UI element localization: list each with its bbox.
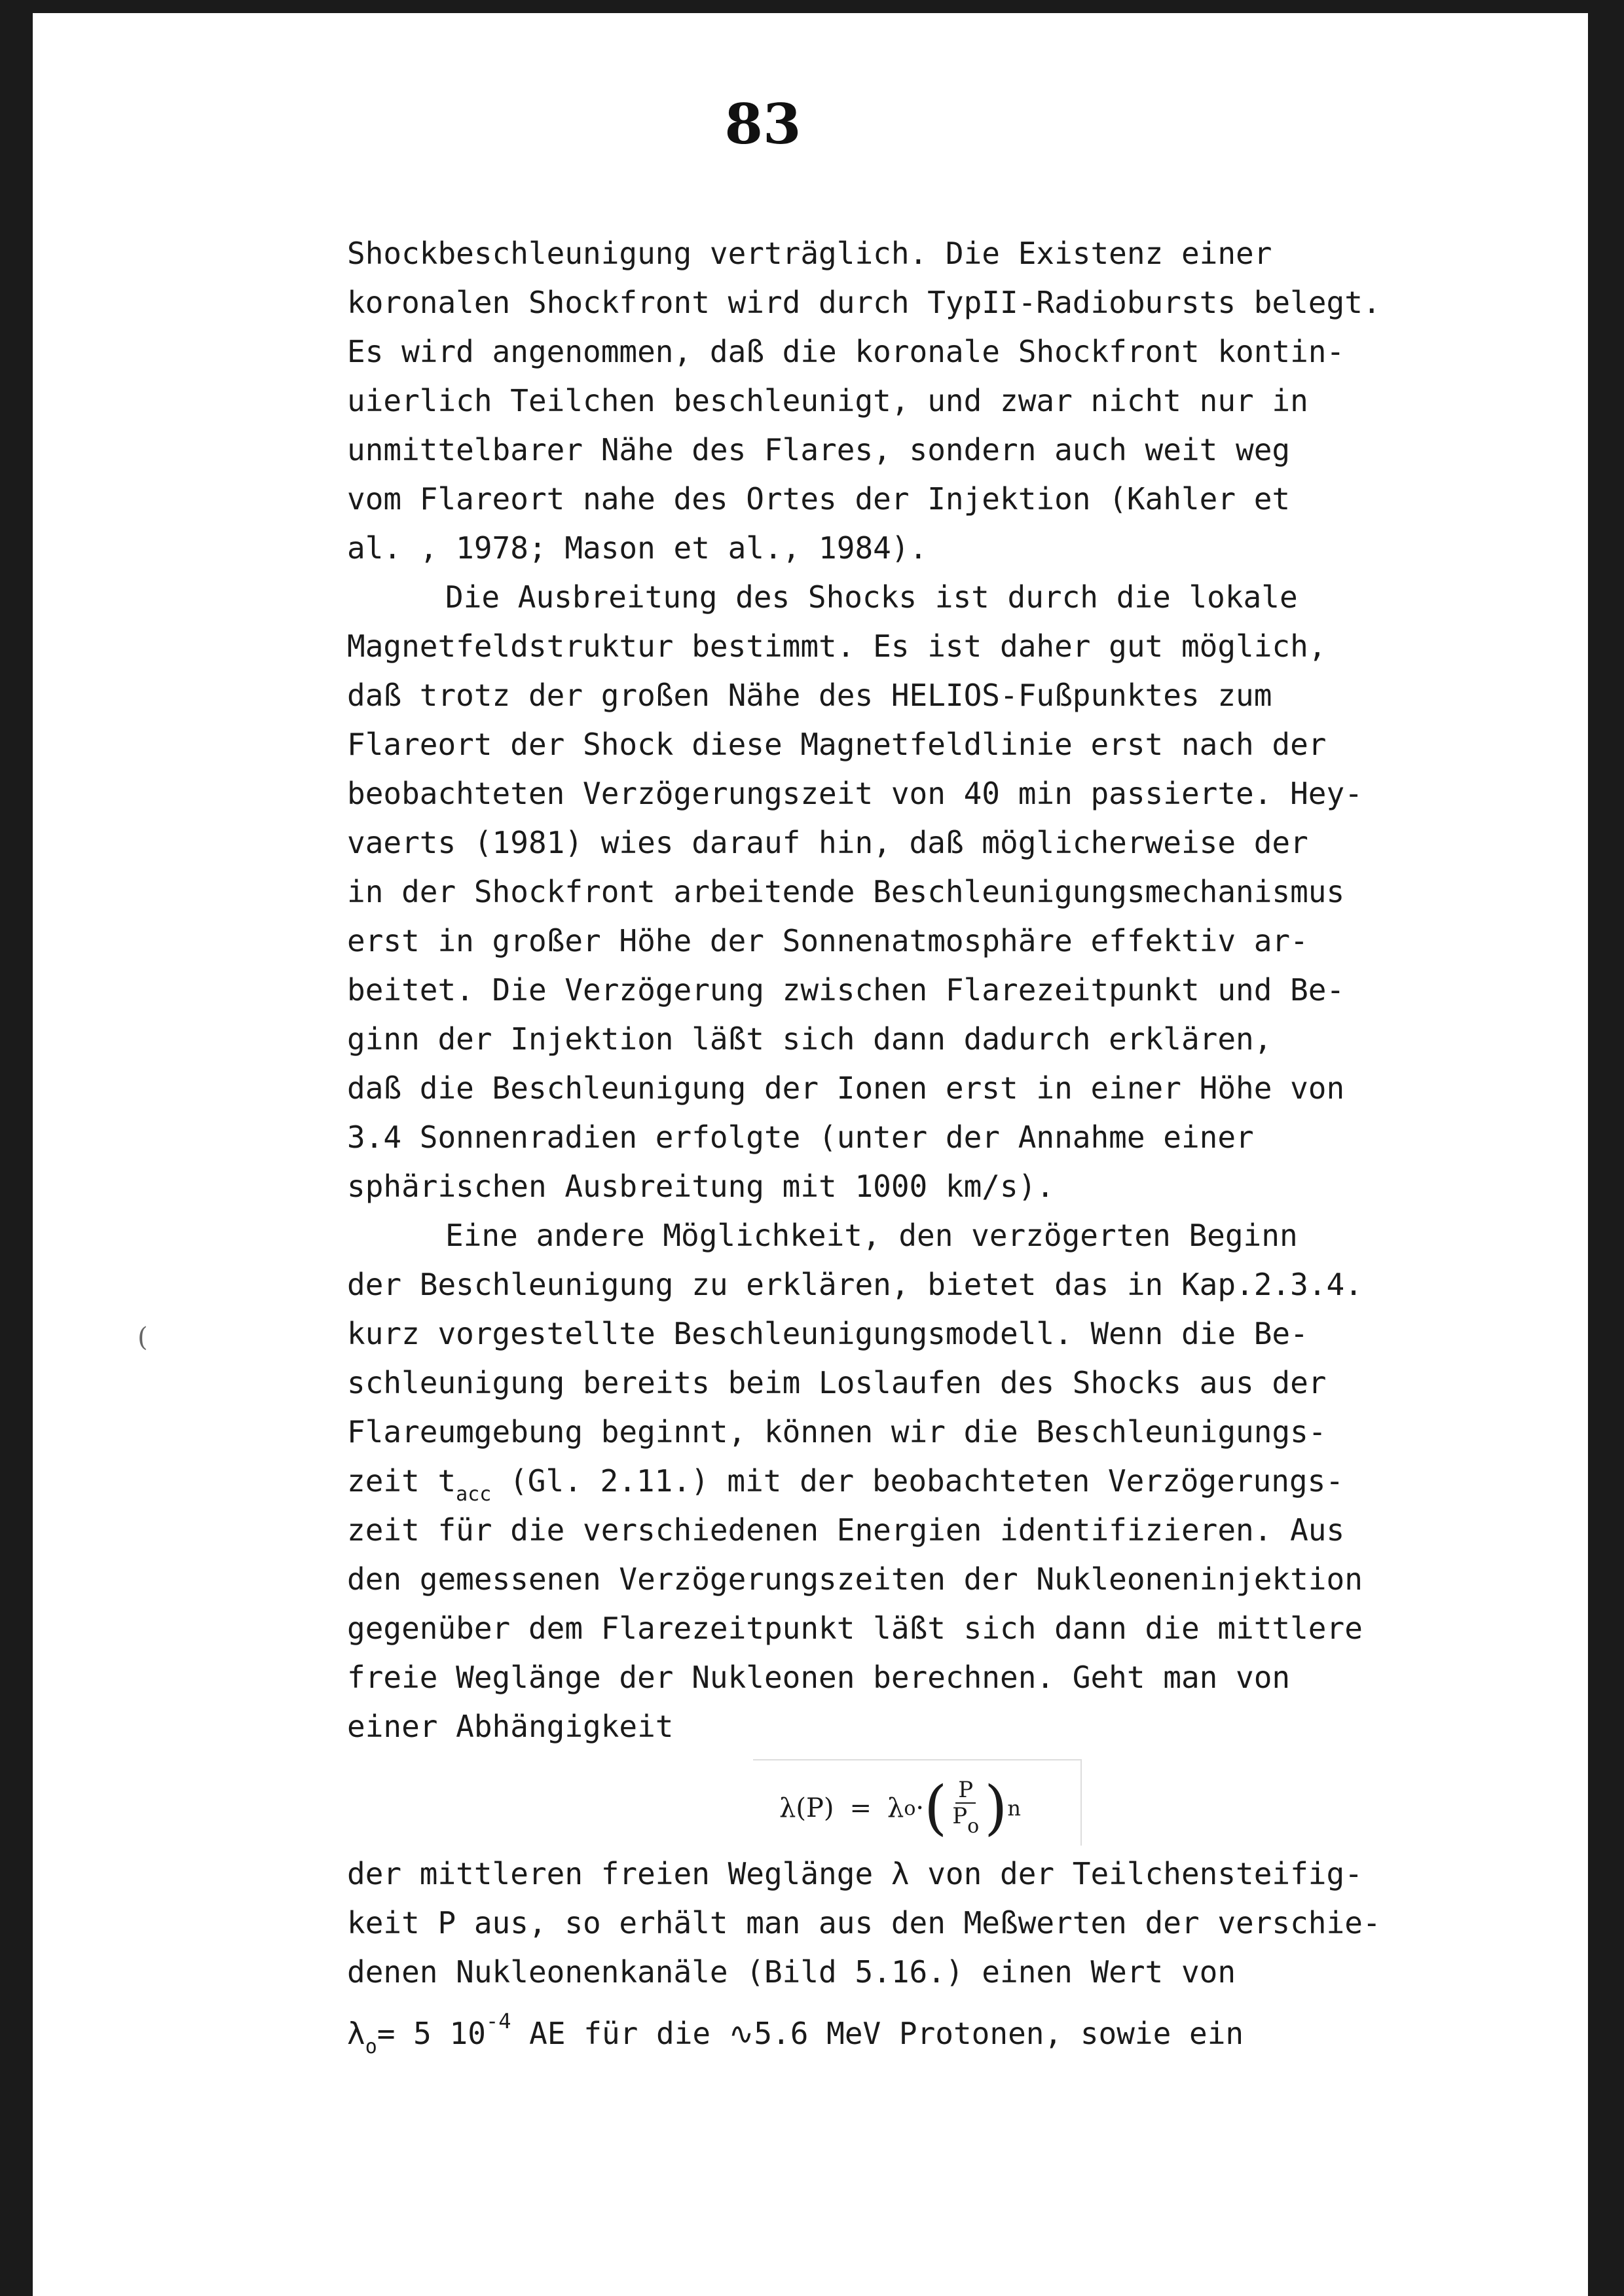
text-line: der mittleren freien Weglänge λ von der Teilchensteifig-: [347, 1856, 1363, 1891]
text-line: ginn der Injektion läßt sich dann dadurch erklären,: [347, 1021, 1272, 1057]
paragraph-4: [347, 1850, 1526, 2058]
page-number: 83: [724, 92, 802, 156]
document-page: [33, 13, 1588, 2296]
body-text: [347, 229, 1526, 2058]
text-line: den gemessenen Verzögerungszeiten der Nukleoneninjektion: [347, 1561, 1363, 1597]
paragraph-1: [347, 229, 1526, 573]
tacc-after: (Gl. 2.11.) mit der beobachteten Verzögerungs-: [491, 1463, 1344, 1499]
formula-block: [347, 1751, 1526, 1850]
text-line: der Beschleunigung zu erklären, bietet das in Kap.2.3.4.: [347, 1267, 1363, 1302]
text-line: freie Weglänge der Nukleonen berechnen. Geht man von: [347, 1660, 1291, 1695]
margin-mark: (: [138, 1322, 148, 1353]
text-line: Flareumgebung beginnt, können wir die Beschleunigungs-: [347, 1414, 1327, 1449]
formula-fraction: [950, 1777, 982, 1839]
text-line: Es wird angenommen, daß die koronale Shockfront kontin-: [347, 334, 1345, 369]
formula-exponent: n: [1007, 1796, 1021, 1821]
formula-lambda-subscript: o: [904, 1796, 916, 1820]
lambda-exponent: -4: [485, 2009, 511, 2033]
text-line: Shockbeschleunigung verträglich. Die Existenz einer: [347, 236, 1272, 271]
text-line: daß trotz der großen Nähe des HELIOS-Fußpunktes zum: [347, 678, 1272, 713]
lambda-rest: AE für die ∿5.6 MeV Protonen, sowie ein: [511, 2016, 1244, 2051]
mean-free-path-formula: [779, 1774, 1021, 1842]
formula-equals: =: [849, 1793, 872, 1823]
lambda-value: = 5 10: [377, 2016, 486, 2051]
text-line: Flareort der Shock diese Magnetfeldlinie erst nach der: [347, 727, 1327, 762]
paragraph-3: [347, 1211, 1526, 1751]
text-line-lambda-value: [347, 1997, 1526, 2058]
paragraph-2: [347, 573, 1526, 1211]
text-line: vom Flareort nahe des Ortes der Injektion (Kahler et: [347, 481, 1291, 517]
formula-lhs: λ(P): [779, 1793, 834, 1823]
formula-paren-left: (: [924, 1774, 948, 1842]
formula-denominator-subscript: o: [967, 1815, 980, 1838]
text-line: Eine andere Möglichkeit, den verzögerten Beginn: [445, 1218, 1298, 1253]
text-line: sphärischen Ausbreitung mit 1000 km/s).: [347, 1169, 1055, 1204]
text-line: koronalen Shockfront wird durch TypII-Radiobursts belegt.: [347, 285, 1381, 320]
formula-numerator: P: [955, 1777, 976, 1804]
lambda-subscript: o: [365, 2035, 377, 2058]
text-line: einer Abhängigkeit: [347, 1709, 674, 1744]
text-line: unmittelbarer Nähe des Flares, sondern auch weit weg: [347, 432, 1291, 467]
text-line: beobachteten Verzögerungszeit von 40 min passierte. Hey-: [347, 776, 1363, 811]
text-line: Magnetfeldstruktur bestimmt. Es ist daher gut möglich,: [347, 629, 1327, 664]
formula-dot: ·: [915, 1793, 925, 1823]
text-line: denen Nukleonenkanäle (Bild 5.16.) einen Wert von: [347, 1954, 1236, 1990]
formula-denominator-base: P: [952, 1803, 968, 1829]
text-line: schleunigung bereits beim Loslaufen des Shocks aus der: [347, 1365, 1327, 1400]
text-line: keit P aus, so erhält man aus den Meßwerten der verschie-: [347, 1905, 1381, 1941]
text-line: uierlich Teilchen beschleunigt, und zwar nicht nur in: [347, 383, 1308, 418]
text-line: in der Shockfront arbeitende Beschleunigungsmechanismus: [347, 874, 1345, 909]
text-line: al. , 1978; Mason et al., 1984).: [347, 530, 928, 566]
text-line: beitet. Die Verzögerung zwischen Flarezeitpunkt und Be-: [347, 972, 1345, 1008]
text-line: 3.4 Sonnenradien erfolgte (unter der Annahme einer: [347, 1120, 1254, 1155]
formula-denominator: [950, 1804, 982, 1839]
text-line: zeit für die verschiedenen Energien identifizieren. Aus: [347, 1512, 1345, 1548]
tacc-before: zeit t: [347, 1463, 456, 1499]
text-line: vaerts (1981) wies darauf hin, daß möglicherweise der: [347, 825, 1308, 860]
text-line: daß die Beschleunigung der Ionen erst in einer Höhe von: [347, 1070, 1345, 1106]
text-line: erst in großer Höhe der Sonnenatmosphäre effektiv ar-: [347, 923, 1308, 958]
text-line: kurz vorgestellte Beschleunigungsmodell. Wenn die Be-: [347, 1316, 1308, 1351]
text-line: gegenüber dem Flarezeitpunkt läßt sich dann die mittlere: [347, 1611, 1363, 1646]
tacc-subscript: acc: [456, 1483, 492, 1506]
text-line-tacc: [347, 1457, 1526, 1506]
formula-paren-right: ): [984, 1774, 1008, 1842]
lambda-symbol: λ: [347, 2016, 365, 2051]
text-line: Die Ausbreitung des Shocks ist durch die lokale: [445, 579, 1298, 615]
formula-lambda: λ: [887, 1793, 904, 1823]
